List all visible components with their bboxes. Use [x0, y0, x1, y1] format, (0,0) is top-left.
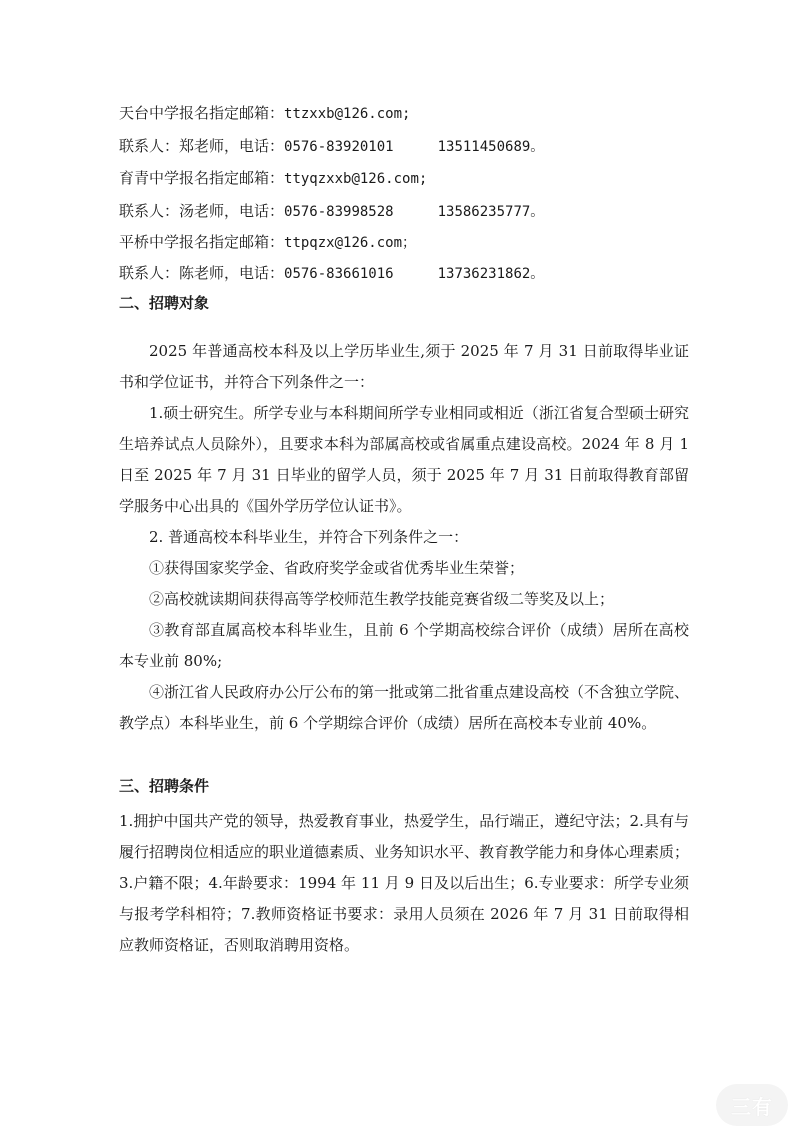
phone-number: 0576-83920101: [284, 139, 394, 155]
email-label: 天台中学报名指定邮箱：: [119, 104, 285, 122]
phone-number: 0576-83998528: [284, 204, 394, 220]
contact-email-line: [119, 168, 427, 189]
section-heading: 三、招聘条件: [119, 777, 210, 795]
email-address[interactable]: ttzxxb@126.com;: [284, 106, 411, 122]
contact-label: 联系人：郑老师，电话：: [119, 137, 285, 155]
paragraph-item-1: 1.硕士研究生。所学专业与本科期间所学专业相同或相近（浙江省复合型硕士研究生培养试点人员除外），且要求本科为部属高校或省属重点建设高校。2024 年 8 月 1 日至 2025 年 7 月 31 日毕业的留学人员，须于 2025 年 7 月 31 日前取得教育部留学服务中心出具的《国外学历学位认证书》。: [119, 404, 689, 515]
contact-phone-line: [119, 201, 544, 222]
email-label: 平桥中学报名指定邮箱：: [119, 233, 285, 251]
paragraph-item-2: 2. 普通高校本科毕业生，并符合下列条件之一：: [149, 528, 469, 546]
section-heading: 二、招聘对象: [119, 294, 210, 312]
email-address[interactable]: ttyqzxxb@126.com;: [284, 171, 428, 187]
contact-label: 联系人：汤老师，电话：: [119, 202, 285, 220]
condition-item-2: ②高校就读期间获得高等学校师范生教学技能竞赛省级二等奖及以上；: [149, 590, 615, 608]
phone-number: 0576-83661016: [284, 266, 394, 282]
watermark-logo: 三有: [716, 1084, 788, 1126]
mobile-number: 13586235777。: [437, 204, 545, 220]
paragraph-conditions: 1.拥护中国共产党的领导，热爱教育事业，热爱学生，品行端正，遵纪守法；2.具有与履行招聘岗位相适应的职业道德素质、业务知识水平、教育教学能力和身体心理素质；3.户籍不限；4.年龄要求：1994 年 11 月 9 日及以后出生；6.专业要求：所学专业须与报考学科相符；7.教师资格证书要求：录用人员须在 2026 年 7 月 31 日前取得相应教师资格证，否则取消聘用资格。: [119, 812, 690, 954]
contact-email-line: [119, 103, 410, 124]
contact-email-line: [119, 232, 416, 253]
contact-phone-line: [119, 136, 544, 157]
condition-item-1: ①获得国家奖学金、省政府奖学金或省优秀毕业生荣誉；: [149, 559, 525, 577]
paragraph-intro: 2025 年普通高校本科及以上学历毕业生,须于 2025 年 7 月 31 日前取得毕业证书和学位证书，并符合下列条件之一：: [119, 342, 689, 391]
contact-phone-line: [119, 263, 544, 284]
mobile-number: 13511450689。: [437, 139, 545, 155]
condition-item-3: ③教育部直属高校本科毕业生，且前 6 个学期高校综合评价（成绩）居所在高校本专业前 80%;: [119, 621, 689, 670]
condition-item-4: ④浙江省人民政府办公厅公布的第一批或第二批省重点建设高校（不含独立学院、教学点）本科毕业生，前 6 个学期综合评价（成绩）居所在高校本专业前 40%。: [119, 683, 690, 732]
mobile-number: 13736231862。: [437, 266, 545, 282]
email-label: 育青中学报名指定邮箱：: [119, 169, 285, 187]
contact-label: 联系人：陈老师，电话：: [119, 264, 285, 282]
email-address[interactable]: ttpqzx@126.com；: [284, 235, 417, 251]
